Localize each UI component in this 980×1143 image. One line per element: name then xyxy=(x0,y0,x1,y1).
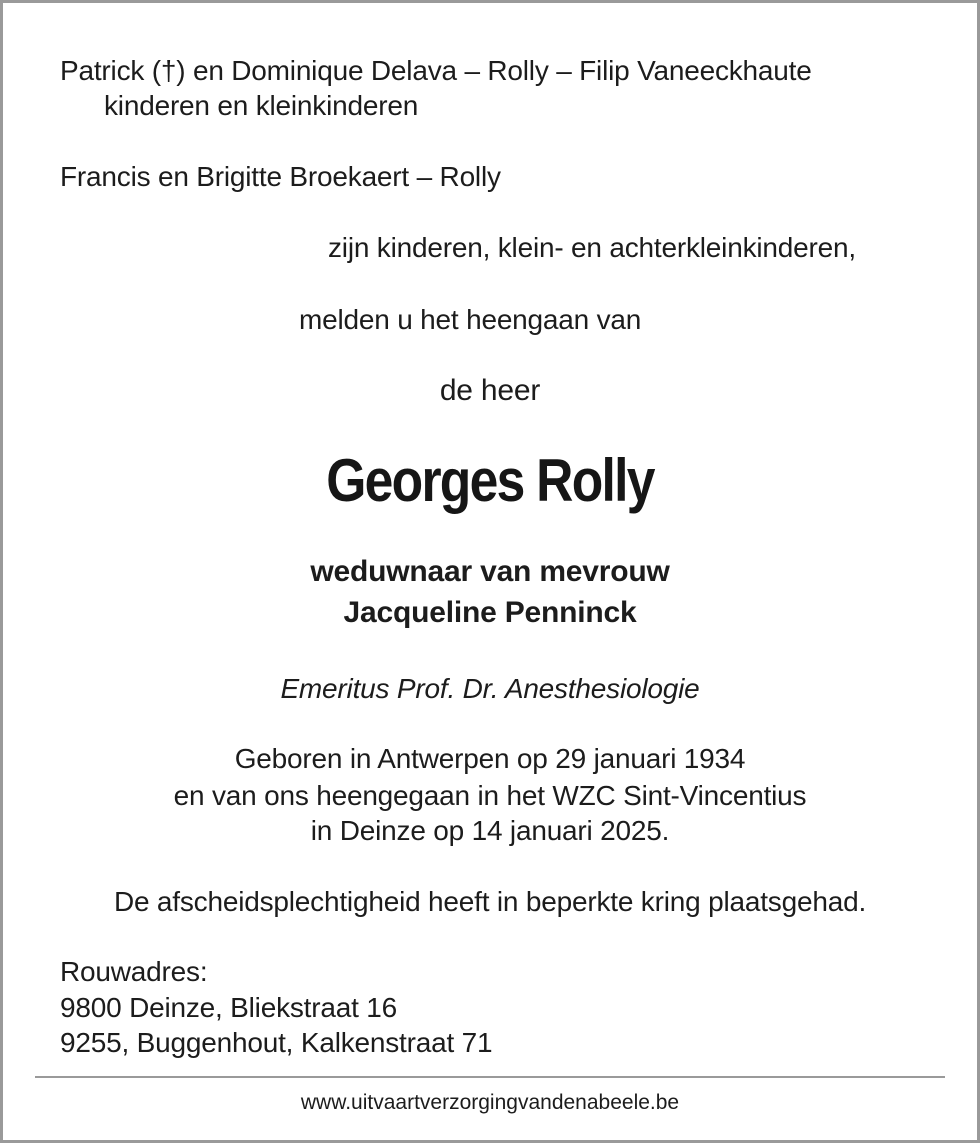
footer-divider xyxy=(35,1076,945,1078)
widower-line-1: weduwnaar van mevrouw xyxy=(310,555,670,588)
death-line-1: en van ons heengegaan in het WZC Sint-Vincentius xyxy=(173,780,807,811)
address-line-1: 9800 Deinze, Bliekstraat 16 xyxy=(60,992,398,1023)
deceased-name: Georges Rolly xyxy=(326,447,654,514)
profession: Emeritus Prof. Dr. Anesthesiologie xyxy=(280,673,700,704)
family-line-2: kinderen en kleinkinderen xyxy=(104,90,419,121)
death-line-2: in Deinze op 14 januari 2025. xyxy=(310,815,670,846)
family-line-1: Patrick (†) en Dominique Delava – Rolly – Filip Vaneeckhaute xyxy=(60,55,812,86)
family-line-4: zijn kinderen, klein- en achterkleinkinderen, xyxy=(328,232,856,263)
family-line-3: Francis en Brigitte Broekaert – Rolly xyxy=(60,161,501,192)
ceremony-line: De afscheidsplechtigheid heeft in beperkte kring plaatsgehad. xyxy=(113,886,867,917)
birth-line: Geboren in Antwerpen op 29 januari 1934 xyxy=(234,743,746,774)
intro-text: melden u het heengaan van xyxy=(299,304,642,335)
website-link[interactable]: www.uitvaartverzorgingvandenabeele.be xyxy=(300,1091,680,1114)
address-line-2: 9255, Buggenhout, Kalkenstraat 71 xyxy=(60,1027,493,1058)
honorific: de heer xyxy=(439,374,541,407)
address-label: Rouwadres: xyxy=(60,956,208,987)
widower-line-2: Jacqueline Penninck xyxy=(343,596,637,629)
